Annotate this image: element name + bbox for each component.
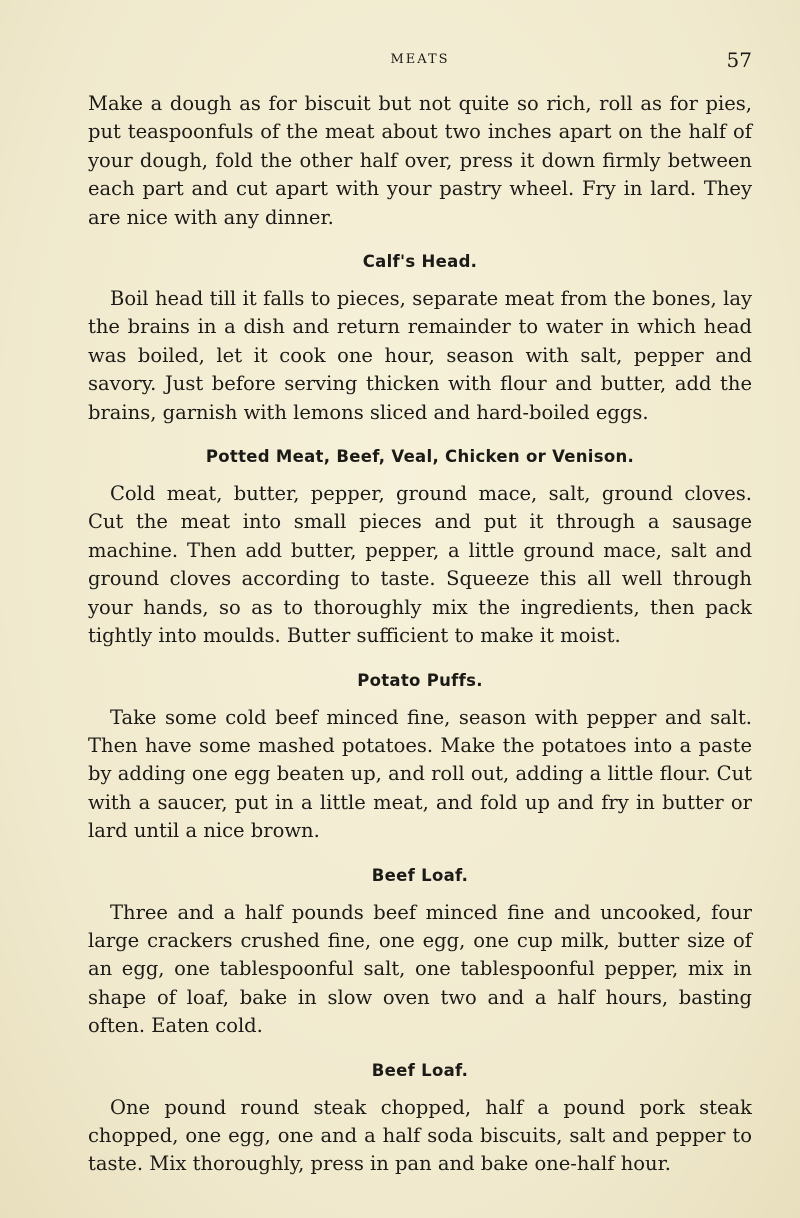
recipe-text: Cold meat, butter, pepper, ground mace, salt, ground cloves. Cut the meat into small pieces and put it through a sausage machine. Then add butter, pepper, a little ground mace, salt and ground cloves according to taste. Squeeze this all well through your hands, so as to thoroughly mix the ingredients, then pack tightly into moulds. Butter sufficient to make it moist. xyxy=(88,482,752,648)
page-number: 57 xyxy=(726,48,752,72)
recipe-text: Take some cold beef minced fine, season with pepper and salt. Then have some mashed potatoes. Make the potatoes into a paste by adding one egg beaten up, and roll out, adding a little flour. Cut with a saucer, put in a little meat, and fold up and fry in butter or lard until a nice brown. xyxy=(88,705,752,843)
recipe-text: One pound round steak chopped, half a pound pork steak chopped, one egg, one and a half soda biscuits, salt and pepper to taste. Mix thoroughly, press in pan and bake one-half hour. xyxy=(88,1095,752,1176)
recipe-title: Potato Puffs. xyxy=(357,670,483,690)
recipe-title: Beef Loaf. xyxy=(371,1060,469,1080)
recipe-text: Boil head till it falls to pieces, separate meat from the bones, lay the brains in a dish and return remainder to water in which head was boiled, let it cook one hour, season with salt, pepper and savory. Just before serving thicken with flour and butter, add the brains, garnish with lemons sliced and hard-boiled eggs. xyxy=(88,287,752,424)
recipe-title: Calf's Head. xyxy=(362,252,478,272)
recipe-potato-puffs xyxy=(88,671,752,846)
intro-paragraph: Make a dough as for biscuit but not quite so rich, roll as for pies, put teaspoonfuls of the meat about two inches apart on the half of your dough, fold the other half over, press it down firmly between each part and cut apart with your pastry wheel. Fry in lard. They are nice with any dinner. xyxy=(88,92,752,229)
recipe-calfs-head xyxy=(88,252,752,427)
running-header xyxy=(88,44,752,82)
recipe-title: Potted Meat, Beef, Veal, Chicken or Venison. xyxy=(205,447,635,467)
recipe-beef-loaf-1 xyxy=(88,866,752,1041)
running-title: MEATS xyxy=(390,52,450,67)
recipe-potted-meat xyxy=(88,447,752,650)
recipe-beef-loaf-2 xyxy=(88,1061,752,1179)
recipe-title: Beef Loaf. xyxy=(371,865,469,885)
recipe-text: Three and a half pounds beef minced fine and uncooked, four large crackers crushed fine, one egg, one cup milk, butter size of an egg, one tablespoonful salt, one tablespoonful pepper, mix in shape of loaf, bake in slow oven two and a half hours, basting often. Eaten cold. xyxy=(88,900,752,1038)
